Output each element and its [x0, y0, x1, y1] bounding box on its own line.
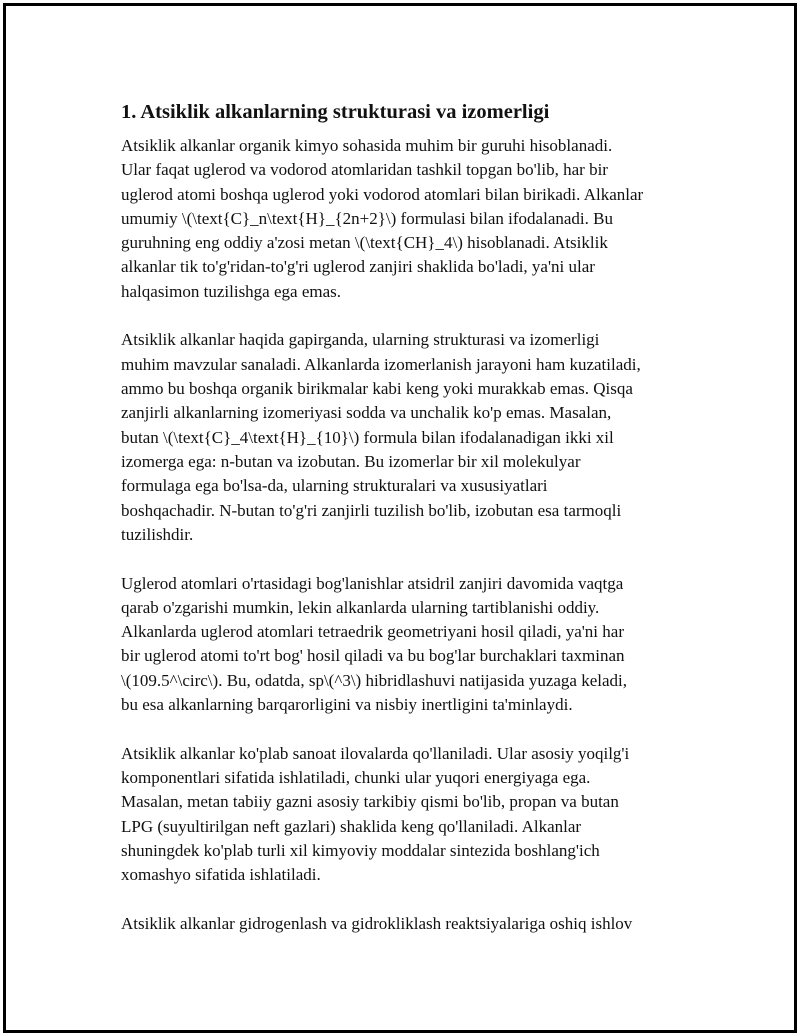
- paragraph: [121, 742, 701, 888]
- text-line: Masalan, metan tabiiy gazni asosiy tarkibiy qismi bo'lib, propan va butan: [121, 792, 619, 812]
- text-line: formulaga ega bo'lsa-da, ularning strukturalari va xususiyatlari: [121, 476, 548, 496]
- text-line: Atsiklik alkanlar ko'plab sanoat ilovalarda qo'llaniladi. Ular asosiy yoqilg'i: [121, 743, 630, 763]
- text-line: xomashyo sifatida ishlatiladi.: [121, 865, 321, 885]
- text-line: tuzilishdir.: [121, 524, 194, 544]
- text-line: uglerod atomi boshqa uglerod yoki vodorod atomlari bilan birikadi. Alkanlar: [121, 184, 644, 204]
- paragraph: [121, 328, 701, 547]
- section-heading: 1. Atsiklik alkanlarning strukturasi va izomerligi: [121, 101, 550, 123]
- text-line: umumiy \(\text{C}_n\text{H}_{2n+2}\) formulasi bilan ifodalanadi. Bu: [121, 208, 613, 228]
- paragraph: [121, 134, 701, 304]
- text-line: LPG (suyultirilgan neft gazlari) shaklida keng qo'llaniladi. Alkanlar: [121, 816, 582, 836]
- text-line: boshqachadir. N-butan to'g'ri zanjirli tuzilish bo'lib, izobutan esa tarmoqli: [121, 500, 622, 520]
- paragraph: [121, 912, 701, 936]
- paragraph-list: [121, 134, 701, 936]
- text-line: komponentlari sifatida ishlatiladi, chunki ular yuqori energiyaga ega.: [121, 768, 591, 787]
- text-line: alkanlar tik to'g'ridan-to'g'ri uglerod zanjiri shaklida bo'ladi, ya'ni ular: [121, 257, 595, 277]
- text-line: qarab o'zgarishi mumkin, lekin alkanlarda ularning tartiblanishi oddiy.: [121, 597, 600, 617]
- text-line: Atsiklik alkanlar organik kimyo sohasida muhim bir guruhi hisoblanadi.: [121, 136, 613, 155]
- text-line: izomerga ega: n-butan va izobutan. Bu izomerlar bir xil molekulyar: [121, 451, 581, 471]
- text-line: ammo bu boshqa organik birikmalar kabi keng yoki murakkab emas. Qisqa: [121, 379, 633, 399]
- text-line: bu esa alkanlarning barqarorligini va nisbiy inertligini ta'minlaydi.: [121, 695, 573, 715]
- text-line: butan \(\text{C}_4\text{H}_{10}\) formula bilan ifodalanadigan ikki xil: [121, 427, 614, 447]
- text-line: Ular faqat uglerod va vodorod atomlaridan tashkil topgan bo'lib, har bir: [121, 160, 608, 180]
- document-body: [121, 98, 701, 961]
- text-line: Atsiklik alkanlar gidrogenlash va gidrokliklash reaktsiyalariga oshiq ishlov: [121, 913, 633, 933]
- text-line: Alkanlarda uglerod atomlari tetraedrik geometriyani hosil qiladi, ya'ni har: [121, 622, 624, 642]
- text-line: shuningdek ko'plab turli xil kimyoviy moddalar sintezida boshlang'ich: [121, 840, 600, 860]
- paragraph: [121, 572, 701, 718]
- text-line: bir uglerod atomi to'rt bog' hosil qiladi va bu bog'lar burchaklari taxminan: [121, 646, 625, 666]
- text-line: zanjirli alkanlarning izomeriyasi sodda va unchalik ko'p emas. Masalan,: [121, 403, 612, 423]
- text-line: muhim mavzular sanaladi. Alkanlarda izomerlanish jarayoni ham kuzatiladi,: [121, 354, 641, 374]
- text-line: Atsiklik alkanlar haqida gapirganda, ularning strukturasi va izomerligi: [121, 330, 600, 350]
- page-frame: [3, 3, 797, 1033]
- text-line: Uglerod atomlari o'rtasidagi bog'lanishlar atsidril zanjiri davomida vaqtga: [121, 573, 624, 593]
- text-line: guruhning eng oddiy a'zosi metan \(\text{CH}_4\) hisoblanadi. Atsiklik: [121, 233, 608, 253]
- text-line: halqasimon tuzilishga ega emas.: [121, 281, 341, 301]
- text-line: \(109.5^\circ\). Bu, odatda, sp\(^3\) hibridlashuvi natijasida yuzaga keladi,: [121, 670, 627, 690]
